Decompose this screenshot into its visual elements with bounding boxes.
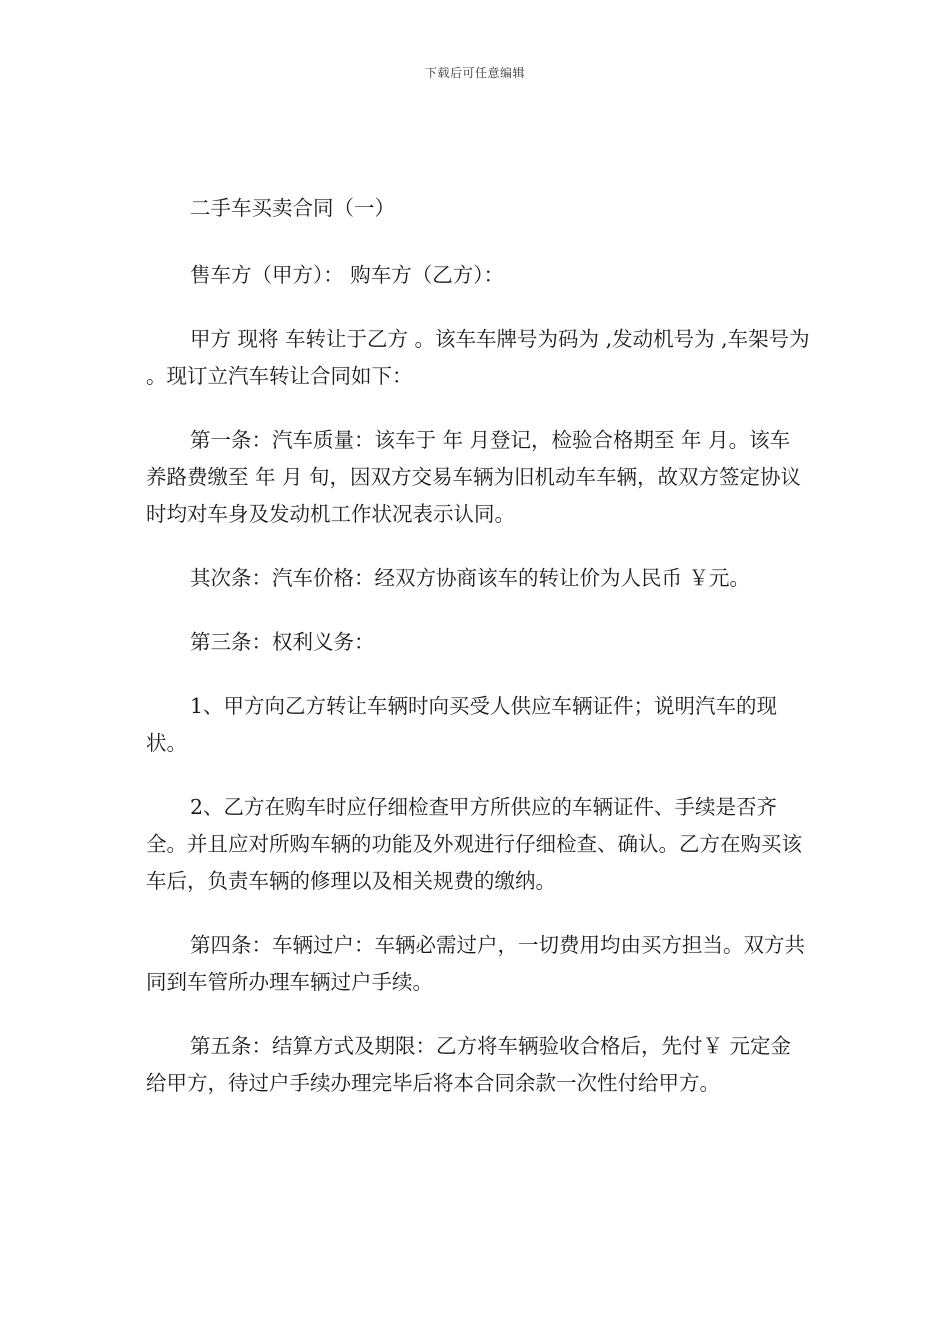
document-body: [146, 190, 810, 1129]
paragraph-article-4: 第四条：车辆过户：车辆必需过户，一切费用均由买方担当。双方共同到车管所办理车辆过户手续。: [146, 933, 805, 994]
paragraph-article-3: 第三条：权利义务：: [190, 630, 375, 654]
contract-title: 二手车买卖合同（一）: [190, 196, 395, 220]
parties-line: 售车方（甲方）： 购车方（乙方）：: [190, 263, 505, 287]
paragraph-intro: 甲方 现将 车转让于乙方 。该车车牌号为码为 ,发动机号为 ,车架号为 。现订立汽车转让合同如下：: [146, 327, 810, 388]
paragraph-article-2: 其次条：汽车价格：经双方协商该车的转让价为人民币 ￥元。: [190, 566, 751, 590]
paragraph-article-1: 第一条：汽车质量：该车于 年 月登记，检验合格期至 年 月。该车养路费缴至 年 月 旬，因双方交易车辆为旧机动车车辆，故双方签定协议时均对车身及发动机工作状况表示认同。: [146, 428, 802, 526]
header-note: 下载后可任意编辑: [424, 66, 525, 80]
paragraph-item-1: 1、甲方向乙方转让车辆时向买受人供应车辆证件；说明汽车的现状。: [146, 694, 778, 755]
paragraph-item-2: 2、乙方在购车时应仔细检查甲方所供应的车辆证件、手续是否齐全。并且应对所购车辆的功能及外观进行仔细检查、确认。乙方在购买该车后，负责车辆的修理以及相关规费的缴纳。: [146, 795, 802, 893]
paragraph-article-5: 第五条：结算方式及期限：乙方将车辆验收合格后，先付￥ 元定金给甲方，待过户手续办理完毕后将本合同余款一次性付给甲方。: [146, 1034, 792, 1095]
